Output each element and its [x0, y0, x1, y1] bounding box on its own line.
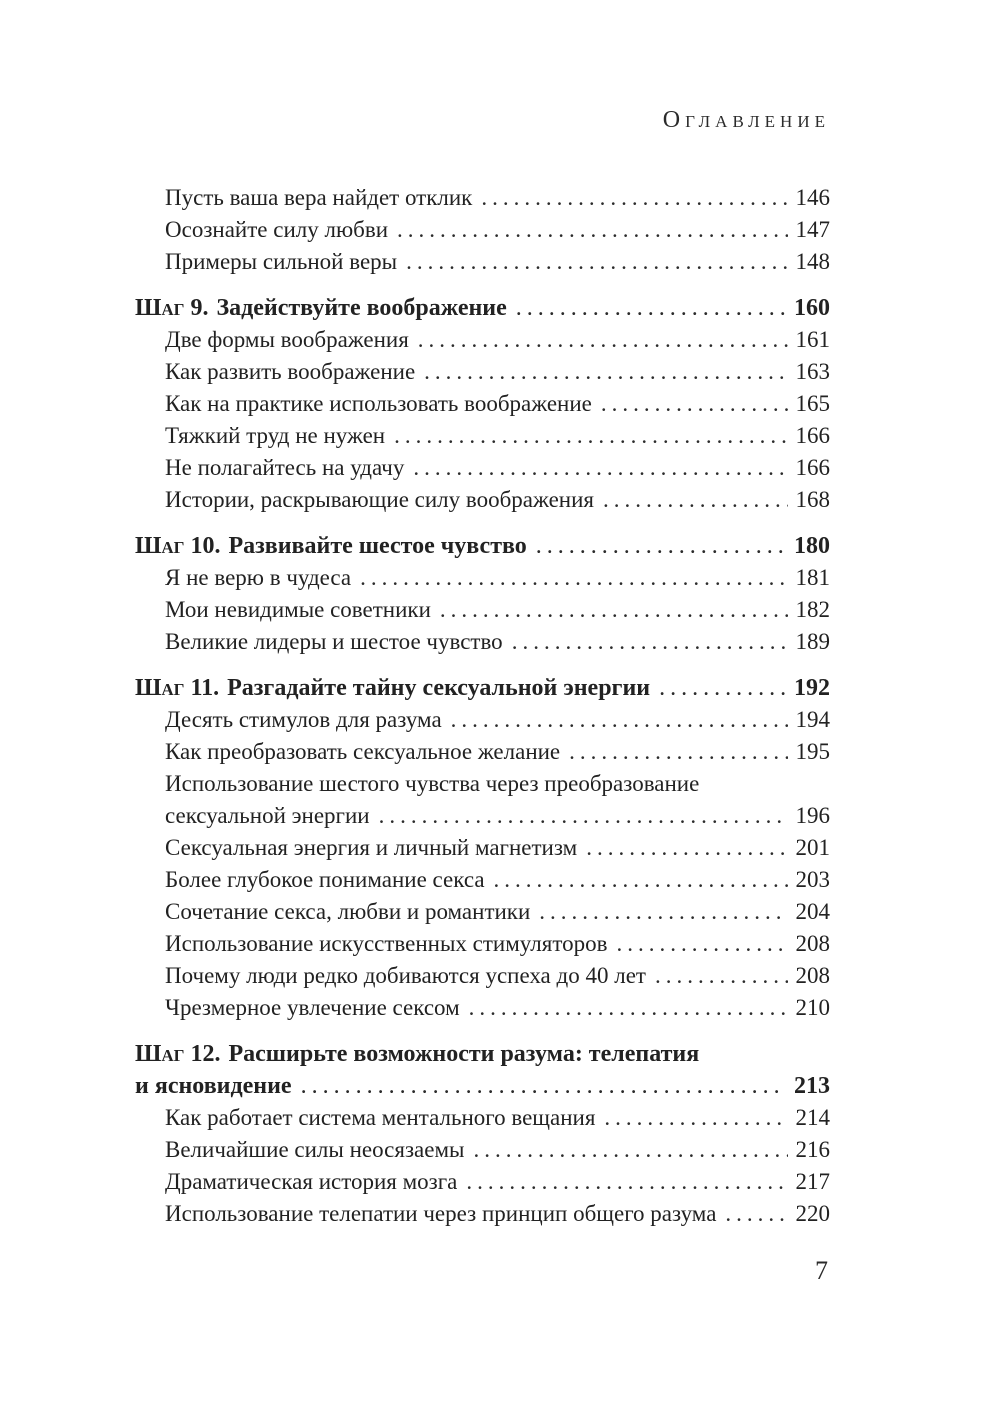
- dot-leader: [604, 1102, 787, 1134]
- toc-entry-title: Пусть ваша вера найдет отклик: [165, 185, 473, 210]
- toc-entry-main-line: [165, 960, 830, 992]
- toc-entry-title: Осознайте силу любви: [165, 217, 389, 242]
- toc-entry-main-line: [165, 704, 830, 736]
- toc-entry: [135, 324, 830, 356]
- toc-entry-page: 182: [795, 597, 830, 622]
- toc-entry: [135, 182, 830, 214]
- toc-entry: [135, 1102, 830, 1134]
- toc-entry: [135, 736, 830, 768]
- toc-entry-page: 181: [795, 565, 830, 590]
- toc-entry-title: Тяжкий труд не нужен: [165, 423, 386, 448]
- toc-entry-page: 214: [795, 1105, 830, 1130]
- toc-entry-page: 180: [794, 533, 830, 559]
- toc-entry: [135, 626, 830, 658]
- toc-entry-main-line: [165, 1166, 830, 1198]
- toc-entry-page: 196: [795, 803, 830, 828]
- toc-entry-main-line: [165, 1198, 830, 1230]
- toc-entry-title: Десять стимулов для разума: [165, 707, 442, 732]
- toc-entry: [135, 356, 830, 388]
- toc-entry: [135, 214, 830, 246]
- toc-entry-main-line: [165, 324, 830, 356]
- toc-entry-title: Истории, раскрывающие силу воображения: [165, 487, 595, 512]
- toc-entry-page: 217: [795, 1169, 830, 1194]
- toc-entry-wrap-line: [165, 768, 830, 800]
- toc-entry-title: Использование искусственных стимуляторов: [165, 931, 608, 956]
- toc-entry-main-line: [165, 182, 830, 214]
- toc-entry: [135, 420, 830, 452]
- toc-entry-page: 192: [794, 675, 830, 701]
- toc-entry: [135, 992, 830, 1024]
- toc-entry: [135, 1134, 830, 1166]
- dot-leader: [451, 704, 788, 736]
- toc-entry-page: 146: [795, 185, 830, 210]
- toc-entry: [135, 672, 830, 704]
- toc-entry-title-line1: Использование шестого чувства через преобразование: [165, 771, 700, 796]
- toc-entry-main-line: [135, 1070, 830, 1102]
- dot-leader: [616, 928, 787, 960]
- toc-entry-title: Примеры сильной веры: [165, 249, 398, 274]
- dot-leader: [466, 1166, 787, 1198]
- toc-entry-main-line: [165, 594, 830, 626]
- toc-entry-page: 168: [795, 487, 830, 512]
- toc-entry-main-line: [165, 928, 830, 960]
- toc-entry-page: 208: [795, 963, 830, 988]
- dot-leader: [360, 562, 787, 594]
- toc-entry-page: 201: [795, 835, 830, 860]
- dot-leader: [469, 992, 788, 1024]
- dot-leader: [481, 182, 787, 214]
- dot-leader: [473, 1134, 787, 1166]
- dot-leader: [494, 864, 788, 896]
- toc-entry-title: Я не верю в чудеса: [165, 565, 352, 590]
- toc-entry: [135, 484, 830, 516]
- dot-leader: [418, 324, 788, 356]
- toc-entry-title: Как развить воображение: [165, 359, 416, 384]
- toc-entry-title: Великие лидеры и шестое чувство: [165, 629, 503, 654]
- toc-entry: [135, 960, 830, 992]
- toc-entry: [135, 1038, 830, 1102]
- running-header: Оглавление: [662, 107, 830, 133]
- toc-entry-title: Величайшие силы неосязаемы: [165, 1137, 465, 1162]
- toc-entry-title: Сочетание секса, любви и романтики: [165, 899, 531, 924]
- toc-entry-page: 148: [795, 249, 830, 274]
- toc-entry: [135, 292, 830, 324]
- toc-entry-title: Более глубокое понимание секса: [165, 867, 485, 892]
- chapter-number-prefix: Шаг 11.: [135, 675, 220, 701]
- toc-entry-main-line: [165, 626, 830, 658]
- dot-leader: [413, 452, 787, 484]
- toc-entry-main-line: [165, 800, 830, 832]
- toc-entry-main-line: [165, 214, 830, 246]
- toc-entry-title-line1: Расширьте возможности разума: телепатия: [228, 1041, 700, 1067]
- dot-leader: [601, 388, 788, 420]
- toc-entry-main-line: [135, 530, 830, 562]
- toc-entry-page: 163: [795, 359, 830, 384]
- toc-entry-main-line: [165, 1134, 830, 1166]
- toc-entry-main-line: [135, 292, 830, 324]
- dot-leader: [603, 484, 787, 516]
- toc-entry-main-line: [165, 896, 830, 928]
- dot-leader: [440, 594, 788, 626]
- toc-entry-main-line: [165, 736, 830, 768]
- toc-entry-main-line: [165, 420, 830, 452]
- dot-leader: [379, 800, 788, 832]
- dot-leader: [516, 292, 786, 324]
- toc-entry-page: 160: [794, 295, 830, 321]
- chapter-number-prefix: Шаг 9.: [135, 295, 209, 321]
- toc-entry: [135, 832, 830, 864]
- toc-entry: [135, 452, 830, 484]
- toc-entry-title: сексуальной энергии: [165, 803, 370, 828]
- toc-entry-page: 166: [795, 455, 830, 480]
- dot-leader: [539, 896, 787, 928]
- toc-entry-title: Разгадайте тайну сексуальной энергии: [227, 675, 651, 701]
- toc-entry: [135, 594, 830, 626]
- toc-entry: [135, 530, 830, 562]
- toc-entry-title: Как на практике использовать воображение: [165, 391, 592, 416]
- chapter-number-prefix: Шаг 12.: [135, 1041, 221, 1067]
- toc-entry-page: 161: [795, 327, 830, 352]
- toc-entry-page: 166: [795, 423, 830, 448]
- toc-entry-main-line: [165, 992, 830, 1024]
- toc-entry-title: Мои невидимые советники: [165, 597, 431, 622]
- toc-entry-title: Развивайте шестое чувство: [228, 533, 527, 559]
- toc-entry: [135, 928, 830, 960]
- toc-entry-title: Почему люди редко добиваются успеха до 40 лет: [165, 963, 646, 988]
- toc-entry-page: 210: [795, 995, 830, 1020]
- toc-entry: [135, 1166, 830, 1198]
- toc-entry-main-line: [135, 672, 830, 704]
- toc-entry-title: Не полагайтесь на удачу: [165, 455, 405, 480]
- toc-entry: [135, 1198, 830, 1230]
- toc-entry-wrap-line: [135, 1038, 830, 1070]
- dot-leader: [406, 246, 787, 278]
- toc-entry-title: и ясновидение: [135, 1073, 292, 1099]
- dot-leader: [301, 1070, 786, 1102]
- toc-entry-page: 216: [795, 1137, 830, 1162]
- toc-entry-page: 195: [795, 739, 830, 764]
- toc-entry-page: 147: [795, 217, 830, 242]
- toc-entry-main-line: [165, 864, 830, 896]
- toc-entry-main-line: [165, 246, 830, 278]
- dot-leader: [512, 626, 788, 658]
- toc-entry: [135, 704, 830, 736]
- toc-entry-page: 220: [795, 1201, 830, 1226]
- dot-leader: [655, 960, 788, 992]
- dot-leader: [569, 736, 787, 768]
- page-number: 7: [815, 1256, 828, 1285]
- toc-entry-title: Драматическая история мозга: [165, 1169, 458, 1194]
- toc-entry-title: Использование телепатии через принцип общего разума: [165, 1201, 717, 1226]
- chapter-number-prefix: Шаг 10.: [135, 533, 221, 559]
- toc-entry-title: Как работает система ментального вещания: [165, 1105, 596, 1130]
- toc-entry-main-line: [165, 388, 830, 420]
- toc-entry-title: Задействуйте воображение: [216, 295, 507, 321]
- toc-entry: [135, 562, 830, 594]
- dot-leader: [397, 214, 787, 246]
- toc-entry-title: Как преобразовать сексуальное желание: [165, 739, 561, 764]
- toc-entry: [135, 246, 830, 278]
- toc-entry-page: 203: [795, 867, 830, 892]
- toc-entry: [135, 768, 830, 832]
- toc-entry-page: 165: [795, 391, 830, 416]
- toc-entry-page: 204: [795, 899, 830, 924]
- toc-entry-page: 194: [795, 707, 830, 732]
- toc-entry-page: 213: [794, 1073, 830, 1099]
- dot-leader: [536, 530, 786, 562]
- dot-leader: [659, 672, 786, 704]
- dot-leader: [394, 420, 787, 452]
- toc-entry-main-line: [165, 832, 830, 864]
- toc-entry-main-line: [165, 452, 830, 484]
- toc-entry-page: 189: [795, 629, 830, 654]
- dot-leader: [586, 832, 787, 864]
- toc-entry: [135, 896, 830, 928]
- toc-entry-main-line: [165, 484, 830, 516]
- toc-entry-title: Сексуальная энергия и личный магнетизм: [165, 835, 578, 860]
- toc-entry-main-line: [165, 1102, 830, 1134]
- toc-entry: [135, 388, 830, 420]
- toc-entry-page: 208: [795, 931, 830, 956]
- toc-entry-main-line: [165, 562, 830, 594]
- toc-entry-title: Чрезмерное увлечение сексом: [165, 995, 460, 1020]
- toc-entry-main-line: [165, 356, 830, 388]
- toc-entry-title: Две формы воображения: [165, 327, 409, 352]
- dot-leader: [424, 356, 787, 388]
- dot-leader: [725, 1198, 787, 1230]
- toc-entry: [135, 864, 830, 896]
- toc-list: [135, 182, 830, 1230]
